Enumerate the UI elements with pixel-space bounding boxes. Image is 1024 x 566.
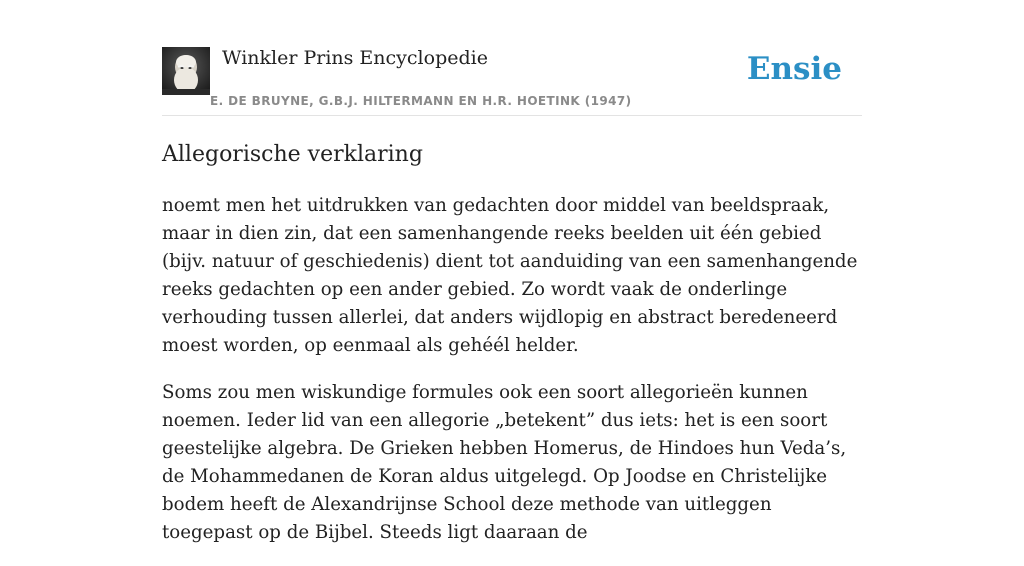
portrait-image [162,47,210,95]
entry-body [162,192,862,566]
source-header [162,0,862,116]
entry-title: Allegorische verklaring [162,142,423,167]
brand-logo[interactable]: Ensie [746,51,842,87]
source-title[interactable]: Winkler Prins Encyclopedie [222,47,488,69]
author-avatar[interactable] [162,47,210,95]
source-authors: E. DE BRUYNE, G.B.J. HILTERMANN EN H.R. HOETINK (1947) [210,94,632,108]
content [162,0,862,543]
paragraph: noemt men het uitdrukken van gedachten door middel van beeldspraak, maar in dien zin, dat een samenhangende reeks beelden uit één gebied (bijv. natuur of geschiedenis) dient tot aanduiding van een samenhangende reeks gedachten op een ander gebied. Zo wordt vaak de onderlinge verhouding tussen allerlei, dat anders wijdlopig en abstract beredeneerd moest worden, op eenmaal als gehéél helder. [162,195,858,356]
paragraph: Soms zou men wiskundige formules ook een soort allegorieën kunnen noemen. Ieder lid van een allegorie „betekent” dus iets: het is een soort geestelijke algebra. De Grieken hebben Homerus, de Hindoes hun Veda’s, de Mohammedanen de Koran aldus uitgelegd. Op Joodse en Christelijke bodem heeft de Alexandrijnse School deze methode van uitleggen toegepast op de Bijbel. Steeds ligt daaraan de [162,382,847,543]
